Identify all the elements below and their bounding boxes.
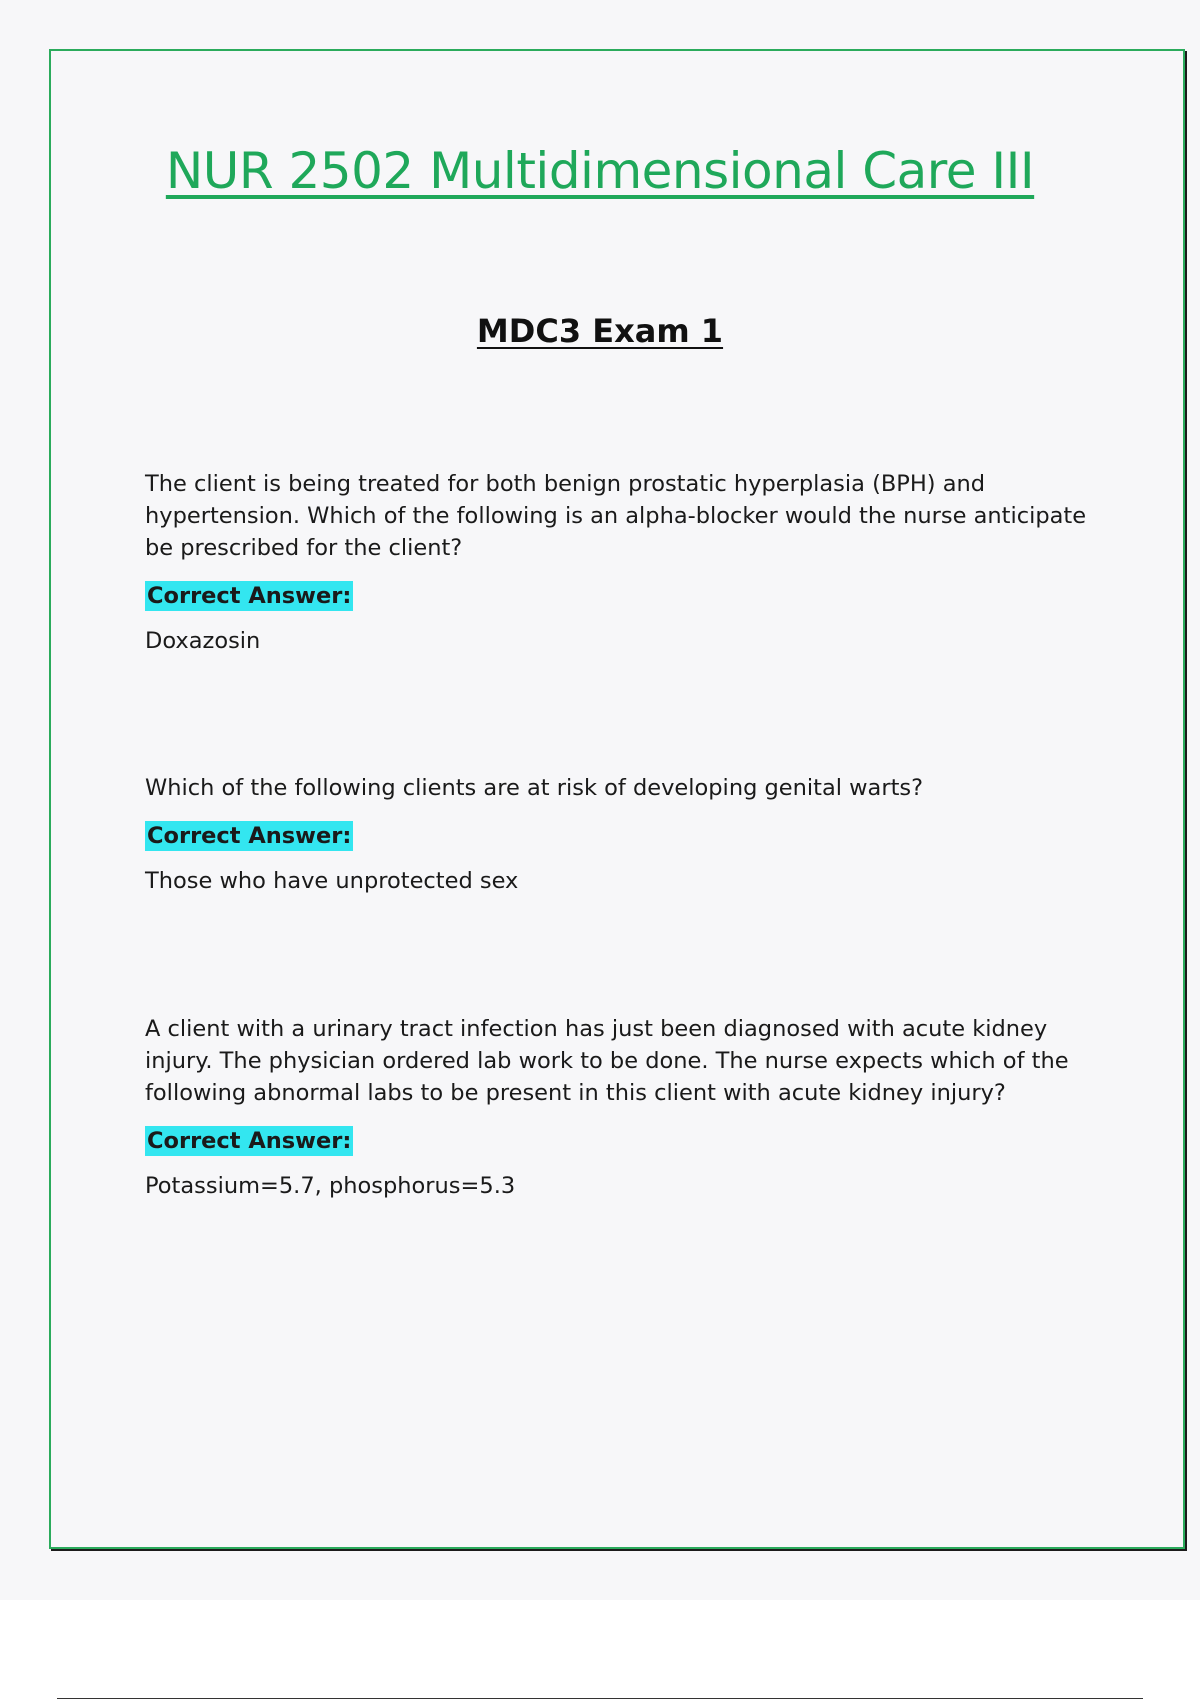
question-block-2 (145, 772, 1095, 897)
question-block-1 (145, 468, 1095, 657)
question-text: A client with a urinary tract infection has just been diagnosed with acute kidney injury. The physician ordered lab work to be done. The nurse expects which of the following abnormal labs to be present in this client with acute kidney injury? (145, 1016, 1069, 1106)
document-title (0, 142, 1200, 200)
answer-text: Doxazosin (145, 628, 261, 654)
question-text: Which of the following clients are at risk of developing genital warts? (145, 775, 924, 801)
correct-answer-label: Correct Answer: (147, 823, 352, 849)
correct-answer-label: Correct Answer: (147, 1128, 352, 1154)
answer-text: Potassium=5.7, phosphorus=5.3 (145, 1173, 516, 1199)
exam-subtitle-text: MDC3 Exam 1 (476, 312, 724, 350)
question-block-3 (145, 1013, 1095, 1202)
correct-answer-label: Correct Answer: (147, 583, 352, 609)
footer-divider (57, 1698, 1143, 1699)
answer-text: Those who have unprotected sex (145, 868, 519, 894)
question-text: The client is being treated for both benign prostatic hyperplasia (BPH) and hypertension. Which of the following is an alpha-blocker would the nurse anticipate be prescribed for the client? (145, 471, 1087, 561)
exam-subtitle (0, 312, 1200, 350)
document-title-text: NUR 2502 Multidimensional Care III (165, 142, 1035, 200)
